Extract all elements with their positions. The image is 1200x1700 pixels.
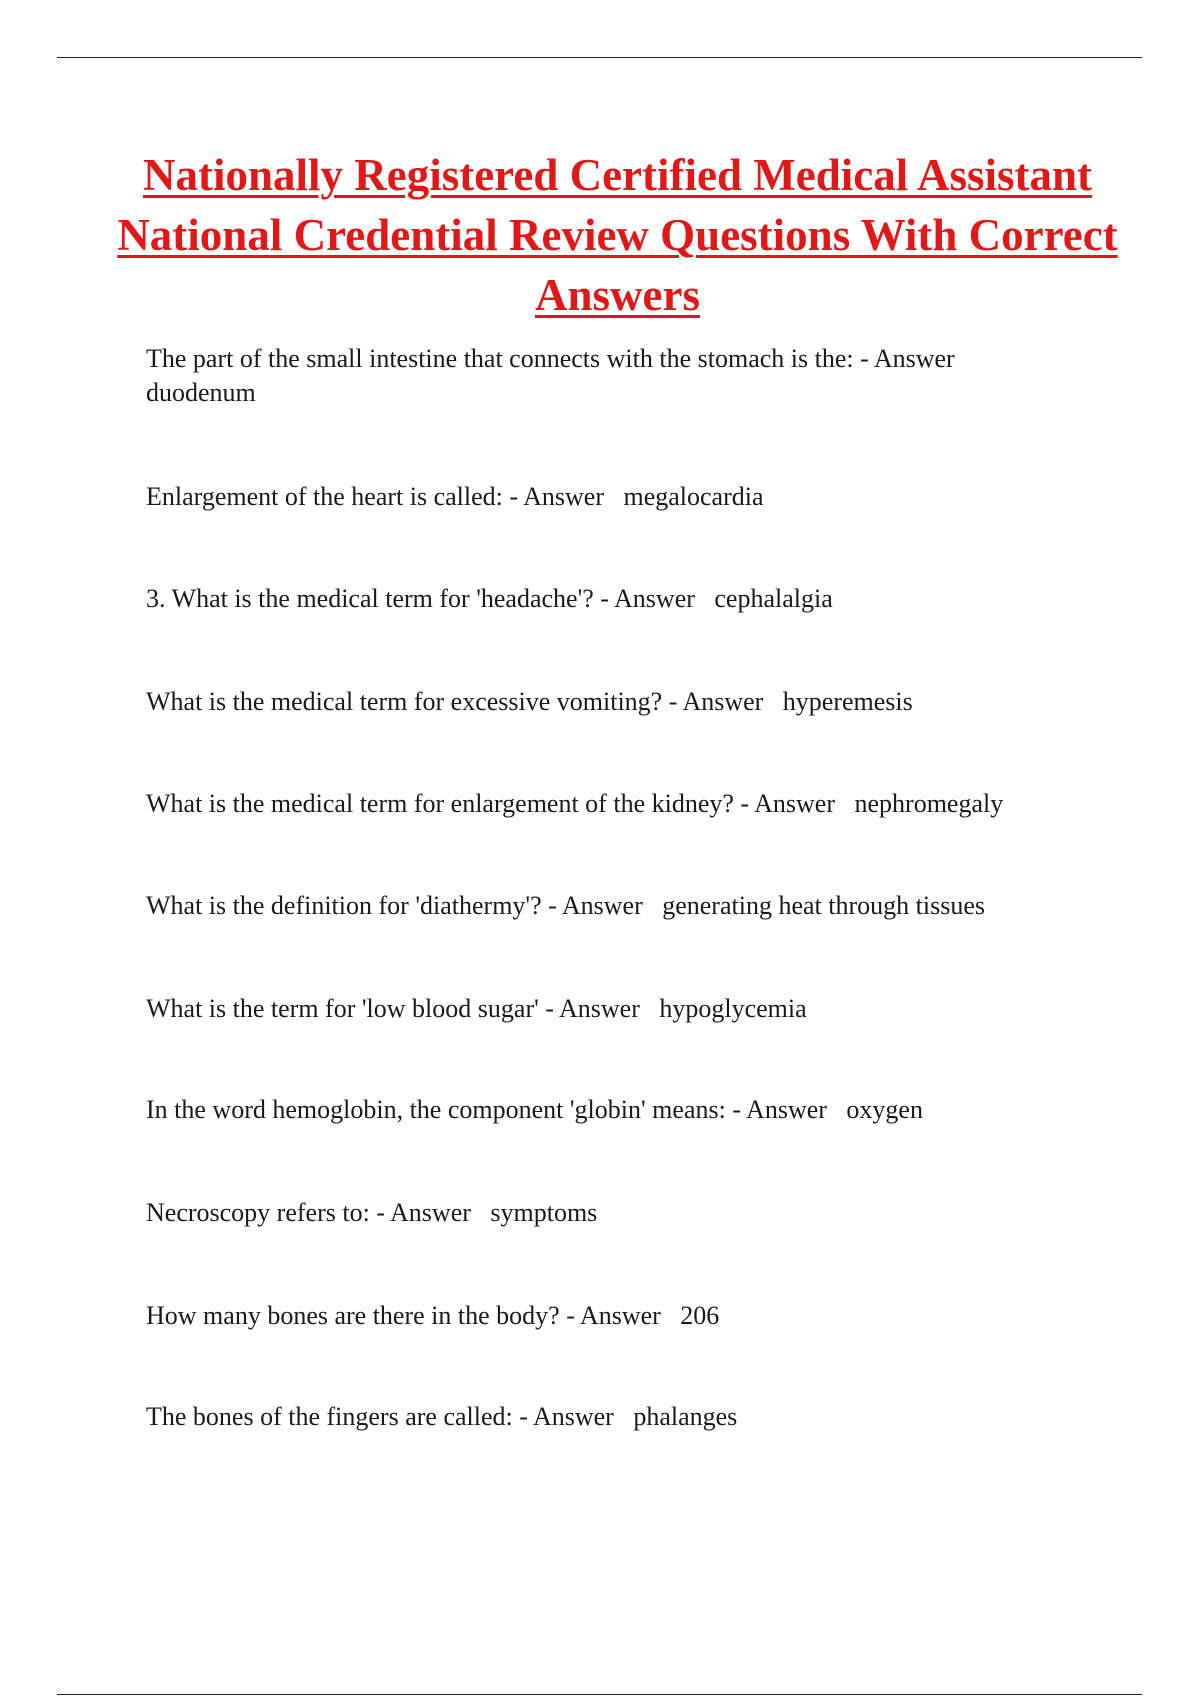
qa-item-9: Necroscopy refers to: - Answer symptoms <box>146 1198 598 1227</box>
qa-item-8: In the word hemoglobin, the component 'globin' means: - Answer oxygen <box>146 1095 923 1124</box>
qa-item-10: How many bones are there in the body? - Answer 206 <box>146 1301 720 1330</box>
qa-item-1: The part of the small intestine that connects with the stomach is the: - Answer duodenum <box>146 344 955 407</box>
header-rule <box>57 57 1142 58</box>
qa-item-2: Enlargement of the heart is called: - Answer megalocardia <box>146 482 764 511</box>
qa-item-5: What is the medical term for enlargement of the kidney? - Answer nephromegaly <box>146 789 1004 818</box>
qa-item-7: What is the term for 'low blood sugar' - Answer hypoglycemia <box>146 994 807 1023</box>
qa-item-6: What is the definition for 'diathermy'? - Answer generating heat through tissues <box>146 891 985 920</box>
qa-item-4: What is the medical term for excessive vomiting? - Answer hyperemesis <box>146 687 913 716</box>
qa-item-3: 3. What is the medical term for 'headache'? - Answer cephalalgia <box>146 584 833 613</box>
document-title: Nationally Registered Certified Medical Assistant National Credential Review Questions With Correct Answers <box>117 150 1118 320</box>
qa-item-11: The bones of the fingers are called: - Answer phalanges <box>146 1402 738 1431</box>
footer-rule <box>57 1694 1142 1695</box>
